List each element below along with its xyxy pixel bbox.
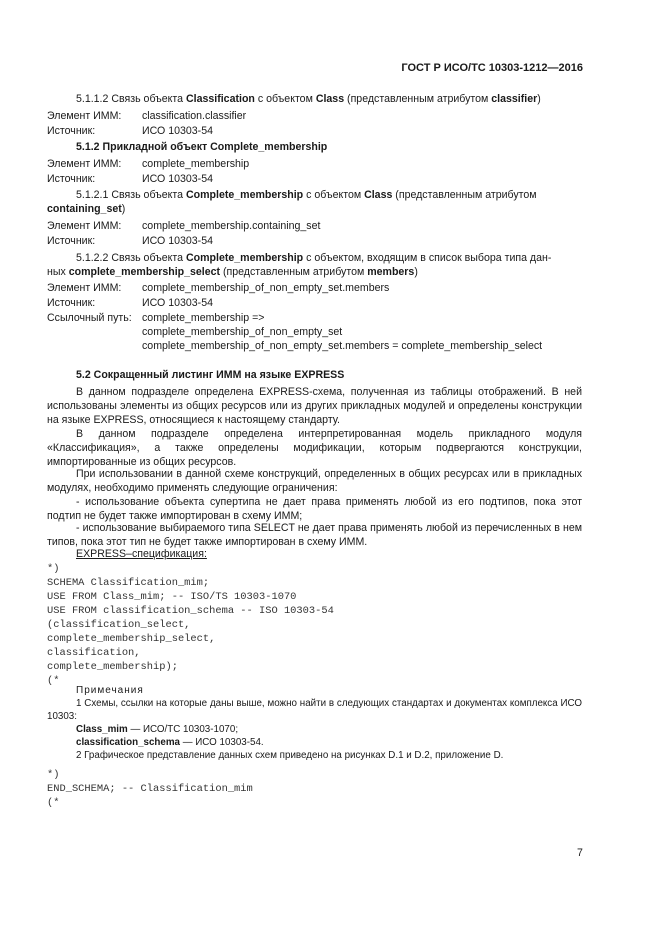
restriction-item: - использование выбираемого типа SELECT не дает права применять любой из перечисленных в нем типов, пока этот тип не будет также импортирован в схему ИММ. <box>47 522 582 548</box>
clause-text: с объектом <box>254 93 316 105</box>
clause-5-1-2-1-cont <box>47 202 125 216</box>
attribute-name: containing_set <box>47 203 122 215</box>
mim-element-value: classification.classifier <box>142 110 247 122</box>
reference-text: — ИСО/ТС 10303-1070; <box>127 724 239 735</box>
source-label: Источник: <box>47 173 96 185</box>
clause-text: с объектом <box>303 189 365 201</box>
entity-name: Complete_membership <box>186 252 304 264</box>
express-code-line: complete_membership); <box>47 661 178 673</box>
section-heading-5-1-2: 5.1.2 Прикладной объект Complete_membership <box>76 141 328 153</box>
section-heading-5-2: 5.2 Сокращенный листинг ИММ на языке EXPRESS <box>76 369 345 381</box>
source-value: ИСО 10303-54 <box>142 235 213 247</box>
clause-5-1-2-1 <box>76 188 537 202</box>
source-label: Источник: <box>47 235 96 247</box>
clause-text: ных <box>47 266 69 278</box>
entity-name: Class <box>364 189 393 201</box>
express-code-line: (* <box>47 675 60 687</box>
mim-element-label: Элемент ИММ: <box>47 158 122 170</box>
reference-path-line: complete_membership_of_non_empty_set.members = complete_membership_select <box>142 340 543 352</box>
reference-text: — ИСО 10303-54. <box>180 737 264 748</box>
clause-text: 5.1.2.1 Связь объекта <box>76 189 186 201</box>
restriction-item: - использование объекта супертипа не дает права применять любой из его подтипов, пока этот подтип не будет также импортирован в схему ИММ; <box>47 496 582 522</box>
express-code-line: (* <box>47 797 60 809</box>
clause-5-1-1-2 <box>76 92 541 106</box>
mim-element-label: Элемент ИММ: <box>47 110 122 122</box>
paragraph: При использовании в данной схеме конструкций, определенных в общих ресурсах или в прикладных модулях, необходимо применять следующие ограничения: <box>47 468 582 494</box>
express-code-line: *) <box>47 563 60 575</box>
note-reference <box>76 736 264 750</box>
mim-element-label: Элемент ИММ: <box>47 220 122 232</box>
express-code-line: (classification_select, <box>47 619 191 631</box>
express-spec-label: EXPRESS–спецификация: <box>76 548 207 560</box>
source-label: Источник: <box>47 125 96 137</box>
source-value: ИСО 10303-54 <box>142 297 213 309</box>
clause-text: ) <box>121 203 126 215</box>
clause-text: (представленным атрибутом <box>344 93 492 105</box>
attribute-name: members <box>367 266 415 278</box>
schema-name: classification_schema <box>76 737 181 748</box>
note-1: 1 Схемы, ссылки на которые даны выше, можно найти в следующих стандартах и документах комплекса ИСО 10303: <box>47 698 582 722</box>
mim-element-value: complete_membership <box>142 158 250 170</box>
entity-name: Class <box>315 93 345 105</box>
mim-element-value: complete_membership_of_non_empty_set.members <box>142 282 390 294</box>
schema-name: Class_mim <box>76 724 128 735</box>
clause-text: ) <box>537 93 541 105</box>
express-code-line: USE FROM classification_schema -- ISO 10303-54 <box>47 605 334 617</box>
reference-path-line: complete_membership => <box>142 312 265 324</box>
express-code-line: *) <box>47 769 60 781</box>
clause-text: (представленным атрибутом <box>220 266 368 278</box>
select-type-name: complete_membership_select <box>68 266 221 278</box>
express-code-line: complete_membership_select, <box>47 633 216 645</box>
entity-name: Classification <box>186 93 255 105</box>
attribute-name: classifier <box>491 93 538 105</box>
standard-header: ГОСТ Р ИСО/ТС 10303-1212—2016 <box>401 62 583 74</box>
source-label: Источник: <box>47 297 96 309</box>
reference-path-line: complete_membership_of_non_empty_set <box>142 326 343 338</box>
express-code-line: classification, <box>47 647 141 659</box>
mim-element-label: Элемент ИММ: <box>47 282 122 294</box>
mim-element-value: complete_membership.containing_set <box>142 220 321 232</box>
clause-5-1-2-2-cont <box>47 265 418 279</box>
express-code-line: USE FROM Class_mim; -- ISO/TS 10303-1070 <box>47 591 297 603</box>
clause-text: (представленным атрибутом <box>392 189 537 201</box>
reference-path-label: Ссылочный путь: <box>47 312 132 324</box>
note-reference <box>76 723 238 737</box>
clause-text: ) <box>414 266 418 278</box>
clause-text: 5.1.1.2 Связь объекта <box>76 93 186 105</box>
clause-5-1-2-2 <box>76 251 551 265</box>
paragraph: В данном подразделе определена EXPRESS-схема, полученная из таблицы отображений. В ней использованы элементы из общих ресурсов или из других прикладных модулей и определены конструкции на языке EXPRESS, относящиеся к настоящему стандарту. <box>47 386 582 426</box>
source-value: ИСО 10303-54 <box>142 173 213 185</box>
page-number: 7 <box>577 847 583 859</box>
clause-text: с объектом, входящим в список выбора типа дан- <box>303 252 552 264</box>
note-2: 2 Графическое представление данных схем приведено на рисунках D.1 и D.2, приложение D. <box>76 750 504 761</box>
clause-text: 5.1.2.2 Связь объекта <box>76 252 186 264</box>
paragraph: В данном подразделе определена интерпретированная модель прикладного модуля «Классификация», а также определены модификации, которым подвергаются конструкции, импортированные из общих ресурсов. <box>47 428 582 468</box>
express-code-line: END_SCHEMA; -- Classification_mim <box>47 783 253 795</box>
notes-title: Примечания <box>76 685 144 696</box>
entity-name: Complete_membership <box>186 189 304 201</box>
express-code-line: SCHEMA Classification_mim; <box>47 577 210 589</box>
source-value: ИСО 10303-54 <box>142 125 213 137</box>
